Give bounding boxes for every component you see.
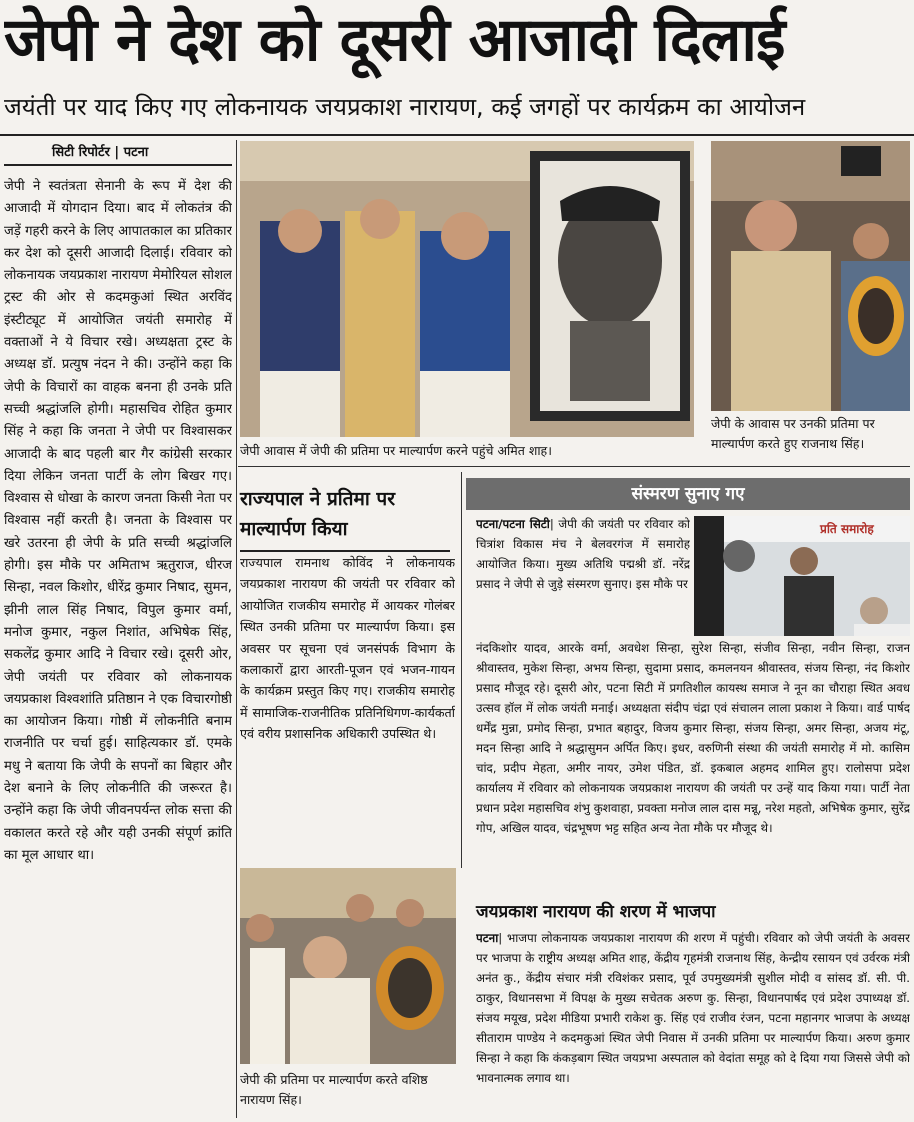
subheadline: जयंती पर याद किए गए लोकनायक जयप्रकाश नारायण, कई जगहों पर कार्यक्रम का आयोजन — [4, 93, 806, 121]
memoir-dateline: पटना/पटना सिटी — [476, 517, 550, 531]
bottom-photo-caption: जेपी की प्रतिमा पर माल्यार्पण करते वशिष्ठ नारायण सिंह। — [240, 1072, 428, 1107]
right-photo — [711, 141, 910, 411]
bjp-body-text: भाजपा लोकनायक जयप्रकाश नारायण की शरण में पहुंची। रविवार को जेपी जयंती के अवसर पर भाजपा के राष्ट्रीय अध्यक्ष अमित शाह, केंद्रीय गृहमंत्री राजनाथ सिंह, केन्द्रीय रसायन एवं उर्वरक मंत्री अनंत कु., केंद्रीय संचार मंत्री रविशंकर प्रसाद, पूर्व उपमुख्यमंत्री सुशील मोदी व सांसद डॉ. सी. पी. ठाकुर, विधानसभा में विपक्ष के मुख्य सचेतक अरुण कु. सिन्हा, विधानपार्षद एवं प्रदेश उपाध्यक्ष डॉ. संजय मयूख, प्रदेश मीडिया प्रभारी राकेश कु. सिंह एवं राजीव रंजन, पटना महानगर भाजपा के अध्यक्ष सीताराम पाण्डेय ने कदमकुआं स्थित जेपी निवास में उनकी प्रतिमा पर माल्यार्पण किया। अरुण कुमार सिन्हा ने कहा कि कंकड़बाग स्थित जयप्रभा अस्पताल को वेदांता समूह को दे दिया गया जिससे जेपी को भावनात्मक लगाव था। — [476, 931, 910, 1085]
governor-box-heading: राज्यपाल ने प्रतिमा पर माल्यार्पण किया — [240, 484, 450, 552]
bjp-dateline: पटना — [476, 931, 499, 945]
memoir-section-text: नंदकिशोर यादव, आरके वर्मा, अवधेश सिन्हा, सुरेश सिन्हा, संजीव सिन्हा, नवीन सिन्हा, राजन श्रीवास्तव, मुकेश सिन्हा, अभय सिन्हा, सुदामा प्रसाद, कमलनयन श्रीवास्तव, संजय सिन्हा, नंद किशोर प्रसाद मौजूद रहे। दूसरी ओर, पटना सिटी में प्रगतिशील कायस्थ समाज ने नून का चौराहा स्थित अवध उत्सव हॉल में लोक जयंती मनाई। अध्यक्षता संदीप चंद्रा एवं संचालन लाला प्रकाश ने किया। वार्ड पार्षद धर्मेंद्र मुन्ना, प्रमोद सिन्हा, प्रभात बहादुर, विजय कुमार सिन्हा, संजय सिन्हा, अमर सिन्हा, अजय मंटू, मदन सिन्हा आदि ने श्रद्धासुमन अर्पित किए। इधर, वरुणिनी संस्था की जयंती समारोह में मो. कासिम चांद, प्रदीप मेहता, अमीर नायर, उमेश पंडित, डॉ. इकबाल अहमद शामिल हुए। रालोसपा प्रदेश कार्यालय में रविवार को लोकनायक जयप्रकाश नारायण की जयंती पर उन्हें याद किया गया। पार्टी नेता प्रधान प्रदेश महासचिव शंभु कुशवाहा, प्रवक्ता मनोज लाल दास मन्नू, नरेश महतो, अभिषेक कुमार, सुरेंद्र गोप, अखिल यादव, चंद्रभूषण भट्ट सहित अन्य नेता मौके पर मौजूद थे। — [476, 641, 910, 835]
bjp-section-text: पटना| भाजपा लोकनायक जयप्रकाश नारायण की शरण में पहुंची। रविवार को जेपी जयंती के अवसर पर भाजपा के राष्ट्रीय अध्यक्ष अमित शाह, केंद्रीय गृहमंत्री राजनाथ सिंह, केन्द्रीय रसायन एवं उर्वरक मंत्री अनंत कु., केंद्रीय संचार मंत्री रविशंकर प्रसाद, पूर्व उपमुख्यमंत्री सुशील मोदी व सांसद डॉ. सी. पी. ठाकुर, विधानसभा में विपक्ष के मुख्य सचेतक अरुण कु. सिन्हा, विधानपार्षद एवं प्रदेश उपाध्यक्ष डॉ. संजय मयूख, प्रदेश मीडिया प्रभारी राकेश कु. सिंह एवं राजीव रंजन, पटना महानगर भाजपा के अध्यक्ष सीताराम पाण्डेय ने कदमकुआं स्थित जेपी निवास में उनकी प्रतिमा पर माल्यार्पण किया। अरुण कुमार सिन्हा ने कहा कि कंकड़बाग स्थित जयप्रभा अस्पताल को वेदांता समूह को दे दिया गया जिससे जेपी को भावनात्मक लगाव था। — [476, 931, 910, 1085]
bottom-photo — [240, 868, 456, 1064]
memoir-section-lead-paragraph: पटना/पटना सिटी| जेपी की जयंती पर रविवार को चित्रांश विकास मंच ने बेलवरगंज में समारोह आयोजित किया। मुख्य अतिथि पद्मश्री डॉ. नरेंद्र प्रसाद ने जेपी से जुड़े संस्मरण सुनाए। इस मौके पर — [476, 517, 690, 591]
main-photo-caption: जेपी आवास में जेपी की प्रतिमा पर माल्यार्पण करने पहुंचे अमित शाह। — [240, 443, 552, 458]
right-photo-caption: जेपी के आवास पर उनकी प्रतिमा पर माल्यार्पण करते हुए राजनाथ सिंह। — [711, 416, 875, 451]
byline: सिटी रिपोर्टर | पटना — [52, 145, 149, 160]
governor-box-text: राज्यपाल रामनाथ कोविंद ने लोकनायक जयप्रकाश नारायण की जयंती पर रविवार को आयोजित राजकीय समारोह में आयकर गोलंबर स्थित उनकी प्रतिमा पर माल्यार्पण किया। इस अवसर पर सूचना एवं जनसंपर्क विभाग के कलाकारों द्वारा आरती-पूजन एवं भजन-गायन के कार्यक्रम प्रस्तुत किए गए। राजकीय समारोह में सामाजिक-राजनीतिक प्रतिनिधिगण-कार्यकर्ता एवं वरीय प्रशासनिक अधिकारी उपस्थित थे। — [240, 555, 455, 742]
bjp-section-heading: जयप्रकाश नारायण की शरण में भाजपा — [476, 902, 716, 922]
column-divider — [461, 472, 462, 868]
headline-divider — [0, 134, 914, 136]
memoir-section-heading: संस्मरण सुनाए गए — [466, 478, 910, 510]
memoir-intro-text: जेपी की जयंती पर रविवार को चित्रांश विकास मंच ने बेलवरगंज में समारोह आयोजित किया। मुख्य अतिथि पद्मश्री डॉ. नरेंद्र प्रसाद ने जेपी से जुड़े संस्मरण सुनाए। इस मौके पर — [476, 517, 690, 591]
main-photo — [240, 141, 694, 437]
headline: जेपी ने देश को दूसरी आजादी दिलाई — [4, 5, 785, 75]
byline-divider — [4, 164, 232, 166]
inset-banner-text: प्रति समारोह — [820, 522, 874, 536]
memoir-inset-photo — [694, 516, 910, 636]
section-divider — [238, 466, 910, 467]
main-story-text: जेपी ने स्वतंत्रता सेनानी के रूप में देश की आजादी में योगदान दिया। बाद में लोकतंत्र की जड़ें गहरी करने के लिए आपातकाल का प्रतिकार कर देश को दूसरी आजादी दिलाई। रविवार को लोकनायक जयप्रकाश नारायण मेमोरियल सोशल ट्रस्ट की ओर से कदमकुआं स्थित अरविंद इंस्टीट्यूट में आयोजित जयंती समारोह में वक्ताओं ने ये विचार रखे। अध्यक्षता ट्रस्ट के अध्यक्ष डॉ. प्रत्युष नंदन ने की। उन्होंने कहा कि जेपी के विचारों का वाहक बनना ही उनके प्रति सच्ची श्रद्धांजलि होगी। महासचिव रोहित कुमार सिंह ने कहा कि जनता ने जेपी पर विश्वासकर आजादी के बाद पहली बार गैर कांग्रेसी सरकार दिया लेकिन जनता पार्टी के लोग बिखर गए। विश्वास से धोखा के कारण जनता किसी नेता पर विश्वास नहीं करती है। जनता के विश्वास पर खरे उतरना ही जेपी के प्रति सच्ची श्रद्धांजलि होगी। इस मौके पर अमिताभ ऋतुराज, धीरज सिन्हा, नवल किशोर, धीरेंद्र कुमार निषाद, सुमन, झीनी लाल सिंह निषाद, विपुल कुमार वर्मा, मनोज कुमार, नकुल निशांत, अभिषेक सिंह, सकलेंद्र कुमार आदि ने विचार रखे। दूसरी ओर, जेपी जयंती पर रविवार को लोकनायक जयप्रकाश विश्वशांति प्रतिष्ठान ने एक विचारगोष्ठी का आयोजन किया। गोष्ठी में लोकनीति बनाम राजनीति पर चर्चा हुई। साहित्यकार डॉ. एमके मधु ने बताया कि जेपी के सपनों का बिहार और देश बनाने के लिए लोकनीति की जरूरत है। उन्होंने कहा कि जेपी जीवनपर्यन्त लोक सत्ता की वकालत करते रहे और यही उनकी संपूर्ण क्रांति का मूल आधार था। — [4, 179, 232, 863]
column-divider — [236, 140, 237, 1118]
